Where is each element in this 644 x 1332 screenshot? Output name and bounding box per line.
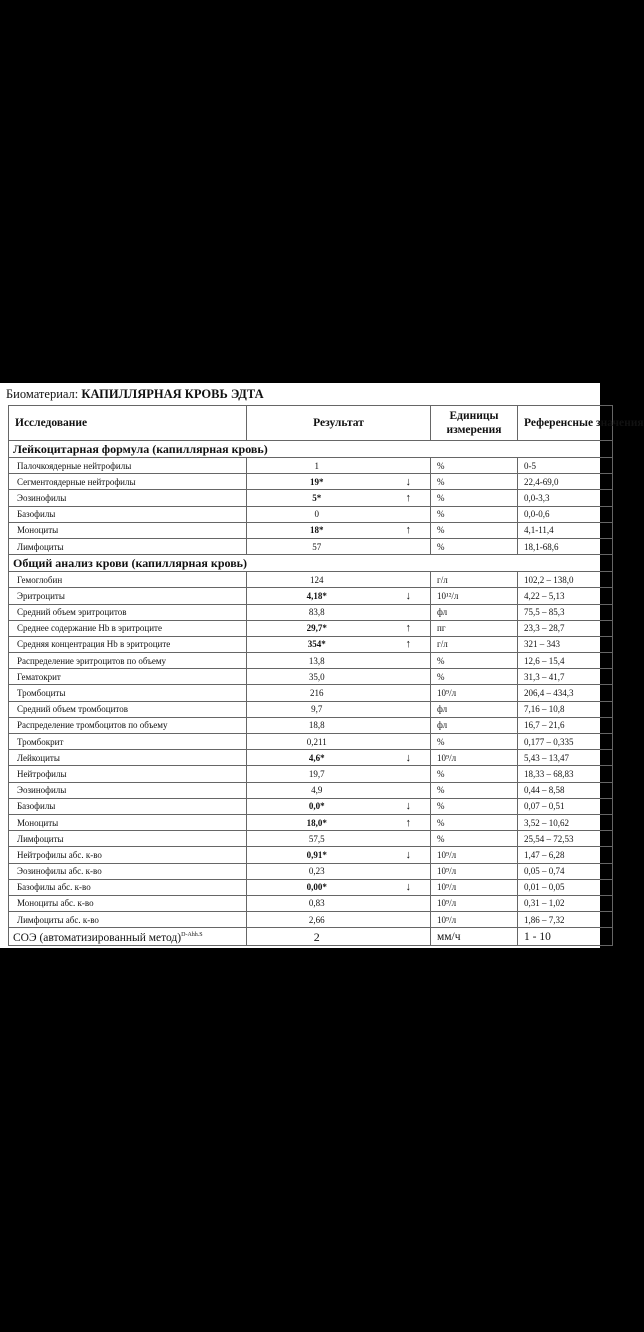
test-name-cell: Нейтрофилы абс. к-во xyxy=(9,847,247,863)
test-name-cell: Эозинофилы абс. к-во xyxy=(9,863,247,879)
test-name-cell: Тромбокрит xyxy=(9,734,247,750)
flag-arrow-icon xyxy=(387,701,431,717)
test-name-cell: Лейкоциты xyxy=(9,750,247,766)
flag-arrow-icon: ↓ xyxy=(387,750,431,766)
result-cell: 4,9 xyxy=(247,782,387,798)
table-row xyxy=(9,522,613,538)
unit-cell: 10⁹/л xyxy=(431,879,518,895)
reference-cell: 3,52 – 10,62 xyxy=(518,814,613,830)
esr-method-sup: D-Ahh.S xyxy=(181,932,203,939)
unit-cell: г/л xyxy=(431,572,518,588)
test-name-cell: Среднее содержание Hb в эритроците xyxy=(9,620,247,636)
table-row xyxy=(9,863,613,879)
reference-cell: 1,86 – 7,32 xyxy=(518,912,613,928)
table-row xyxy=(9,847,613,863)
test-name-cell: Базофилы xyxy=(9,798,247,814)
test-name-cell: Сегментоядерные нейтрофилы xyxy=(9,474,247,490)
test-name-cell: Лимфоциты абс. к-во xyxy=(9,912,247,928)
table-row xyxy=(9,474,613,490)
test-name-cell: Гематокрит xyxy=(9,669,247,685)
flag-arrow-icon: ↓ xyxy=(387,474,431,490)
unit-cell: 10¹²/л xyxy=(431,588,518,604)
flag-arrow-icon xyxy=(387,685,431,701)
table-row xyxy=(9,912,613,928)
esr-reference: 1 - 10 xyxy=(518,928,613,946)
reference-cell: 23,3 – 28,7 xyxy=(518,620,613,636)
test-name-cell: Нейтрофилы xyxy=(9,766,247,782)
test-name-cell: Моноциты xyxy=(9,814,247,830)
unit-cell: 10⁹/л xyxy=(431,895,518,911)
results-table xyxy=(8,405,644,946)
unit-cell: % xyxy=(431,814,518,830)
table-row xyxy=(9,669,613,685)
header-result: Результат xyxy=(247,406,431,441)
result-cell: 0,0* xyxy=(247,798,387,814)
flag-arrow-icon xyxy=(387,653,431,669)
test-name-cell: Лимфоциты xyxy=(9,538,247,554)
result-cell: 18,8 xyxy=(247,717,387,733)
reference-cell: 4,1-11,4 xyxy=(518,522,613,538)
table-row xyxy=(9,490,613,506)
header-units-line1: Единицы xyxy=(449,410,499,422)
table-row xyxy=(9,831,613,847)
flag-arrow-icon xyxy=(387,458,431,474)
unit-cell: % xyxy=(431,734,518,750)
unit-cell: фл xyxy=(431,701,518,717)
reference-cell: 22,4-69,0 xyxy=(518,474,613,490)
flag-arrow-icon: ↓ xyxy=(387,798,431,814)
unit-cell: 10⁹/л xyxy=(431,685,518,701)
result-cell: 9,7 xyxy=(247,701,387,717)
reference-cell: 5,43 – 13,47 xyxy=(518,750,613,766)
test-name-cell: Базофилы xyxy=(9,506,247,522)
flag-arrow-icon: ↓ xyxy=(387,847,431,863)
test-name-cell: Средний объем эритроцитов xyxy=(9,604,247,620)
reference-cell: 0-5 xyxy=(518,458,613,474)
header-units-line2: измерения xyxy=(446,424,502,436)
esr-flag xyxy=(387,928,431,946)
test-name-cell: Палочкоядерные нейтрофилы xyxy=(9,458,247,474)
test-name-cell: Средний объем тромбоцитов xyxy=(9,701,247,717)
result-cell: 13,8 xyxy=(247,653,387,669)
unit-cell: % xyxy=(431,506,518,522)
result-cell: 1 xyxy=(247,458,387,474)
esr-result: 2 xyxy=(247,928,387,946)
test-name-cell: Гемоглобин xyxy=(9,572,247,588)
unit-cell: % xyxy=(431,766,518,782)
reference-cell: 1,47 – 6,28 xyxy=(518,847,613,863)
table-row xyxy=(9,701,613,717)
result-cell: 0 xyxy=(247,506,387,522)
unit-cell: % xyxy=(431,538,518,554)
result-cell: 18* xyxy=(247,522,387,538)
table-row xyxy=(9,620,613,636)
reference-cell: 0,31 – 1,02 xyxy=(518,895,613,911)
flag-arrow-icon: ↑ xyxy=(387,814,431,830)
table-row xyxy=(9,814,613,830)
table-header-row xyxy=(9,406,613,441)
flag-arrow-icon xyxy=(387,669,431,685)
flag-arrow-icon: ↑ xyxy=(387,620,431,636)
reference-cell: 0,0-3,3 xyxy=(518,490,613,506)
test-name-cell: Тромбоциты xyxy=(9,685,247,701)
flag-arrow-icon xyxy=(387,506,431,522)
unit-cell: г/л xyxy=(431,636,518,652)
test-name-cell: Базофилы абс. к-во xyxy=(9,879,247,895)
reference-cell: 18,1-68,6 xyxy=(518,538,613,554)
result-cell: 0,00* xyxy=(247,879,387,895)
result-cell: 0,211 xyxy=(247,734,387,750)
flag-arrow-icon: ↑ xyxy=(387,522,431,538)
result-cell: 5* xyxy=(247,490,387,506)
section-header-row xyxy=(9,441,613,458)
test-name-cell: Лимфоциты xyxy=(9,831,247,847)
reference-cell: 321 – 343 xyxy=(518,636,613,652)
reference-cell: 75,5 – 85,3 xyxy=(518,604,613,620)
flag-arrow-icon: ↓ xyxy=(387,588,431,604)
test-name-cell: Моноциты xyxy=(9,522,247,538)
unit-cell: 10⁹/л xyxy=(431,750,518,766)
unit-cell: % xyxy=(431,653,518,669)
table-row xyxy=(9,604,613,620)
unit-cell: 10⁹/л xyxy=(431,912,518,928)
flag-arrow-icon xyxy=(387,831,431,847)
result-cell: 4,6* xyxy=(247,750,387,766)
result-cell: 19,7 xyxy=(247,766,387,782)
flag-arrow-icon xyxy=(387,572,431,588)
reference-cell: 12,6 – 15,4 xyxy=(518,653,613,669)
flag-arrow-icon xyxy=(387,895,431,911)
flag-arrow-icon xyxy=(387,912,431,928)
reference-cell: 0,44 – 8,58 xyxy=(518,782,613,798)
unit-cell: % xyxy=(431,490,518,506)
table-row xyxy=(9,895,613,911)
result-cell: 18,0* xyxy=(247,814,387,830)
table-row xyxy=(9,653,613,669)
header-units xyxy=(431,406,518,441)
table-row xyxy=(9,782,613,798)
table-row xyxy=(9,458,613,474)
result-cell: 19* xyxy=(247,474,387,490)
section-title: Лейкоцитарная формула (капиллярная кровь) xyxy=(9,441,613,458)
flag-arrow-icon: ↑ xyxy=(387,490,431,506)
result-cell: 0,83 xyxy=(247,895,387,911)
result-cell: 354* xyxy=(247,636,387,652)
reference-cell: 4,22 – 5,13 xyxy=(518,588,613,604)
unit-cell: пг xyxy=(431,620,518,636)
test-name-cell: Эритроциты xyxy=(9,588,247,604)
test-name-cell: Эозинофилы xyxy=(9,490,247,506)
reference-cell: 16,7 – 21,6 xyxy=(518,717,613,733)
table-row xyxy=(9,717,613,733)
result-cell: 57,5 xyxy=(247,831,387,847)
reference-cell: 0,07 – 0,51 xyxy=(518,798,613,814)
flag-arrow-icon xyxy=(387,782,431,798)
table-row xyxy=(9,506,613,522)
reference-cell: 18,33 – 68,83 xyxy=(518,766,613,782)
result-cell: 35,0 xyxy=(247,669,387,685)
table-row xyxy=(9,766,613,782)
table-row xyxy=(9,685,613,701)
results-body xyxy=(9,441,613,946)
reference-cell: 0,01 – 0,05 xyxy=(518,879,613,895)
biomaterial-label: Биоматериал: xyxy=(6,387,79,401)
result-cell: 216 xyxy=(247,685,387,701)
table-row xyxy=(9,572,613,588)
esr-name: СОЭ (автоматизированный метод) xyxy=(13,932,182,945)
test-name-cell: Распределение тромбоцитов по объему xyxy=(9,717,247,733)
reference-cell: 102,2 – 138,0 xyxy=(518,572,613,588)
unit-cell: фл xyxy=(431,717,518,733)
reference-cell: 7,16 – 10,8 xyxy=(518,701,613,717)
result-cell: 29,7* xyxy=(247,620,387,636)
lab-report-page xyxy=(0,383,644,948)
esr-name-cell xyxy=(9,928,247,946)
header-reference: Референсные значения xyxy=(518,406,613,441)
reference-cell: 0,0-0,6 xyxy=(518,506,613,522)
biomaterial-line xyxy=(6,387,264,402)
unit-cell: фл xyxy=(431,604,518,620)
unit-cell: 10⁹/л xyxy=(431,847,518,863)
esr-unit: мм/ч xyxy=(431,928,518,946)
table-row xyxy=(9,879,613,895)
table-row xyxy=(9,798,613,814)
table-row xyxy=(9,636,613,652)
flag-arrow-icon xyxy=(387,538,431,554)
unit-cell: % xyxy=(431,458,518,474)
table-row xyxy=(9,734,613,750)
table-row xyxy=(9,588,613,604)
flag-arrow-icon: ↑ xyxy=(387,636,431,652)
flag-arrow-icon xyxy=(387,863,431,879)
unit-cell: % xyxy=(431,831,518,847)
esr-row xyxy=(9,928,613,946)
test-name-cell: Средняя концентрация Hb в эритроците xyxy=(9,636,247,652)
flag-arrow-icon xyxy=(387,604,431,620)
header-test: Исследование xyxy=(9,406,247,441)
unit-cell: % xyxy=(431,474,518,490)
result-cell: 57 xyxy=(247,538,387,554)
test-name-cell: Распределение эритроцитов по объему xyxy=(9,653,247,669)
result-cell: 83,8 xyxy=(247,604,387,620)
table-row xyxy=(9,750,613,766)
flag-arrow-icon xyxy=(387,717,431,733)
flag-arrow-icon xyxy=(387,734,431,750)
unit-cell: % xyxy=(431,798,518,814)
unit-cell: 10⁹/л xyxy=(431,863,518,879)
unit-cell: % xyxy=(431,522,518,538)
reference-cell: 31,3 – 41,7 xyxy=(518,669,613,685)
unit-cell: % xyxy=(431,782,518,798)
flag-arrow-icon xyxy=(387,766,431,782)
section-header-row xyxy=(9,555,613,572)
table-row xyxy=(9,538,613,554)
result-cell: 4,18* xyxy=(247,588,387,604)
result-cell: 0,23 xyxy=(247,863,387,879)
reference-cell: 206,4 – 434,3 xyxy=(518,685,613,701)
unit-cell: % xyxy=(431,669,518,685)
reference-cell: 0,05 – 0,74 xyxy=(518,863,613,879)
result-cell: 2,66 xyxy=(247,912,387,928)
reference-cell: 25,54 – 72,53 xyxy=(518,831,613,847)
test-name-cell: Эозинофилы xyxy=(9,782,247,798)
biomaterial-value: КАПИЛЛЯРНАЯ КРОВЬ ЭДТА xyxy=(81,387,264,401)
flag-arrow-icon: ↓ xyxy=(387,879,431,895)
test-name-cell: Моноциты абс. к-во xyxy=(9,895,247,911)
section-title: Общий анализ крови (капиллярная кровь) xyxy=(9,555,613,572)
result-cell: 124 xyxy=(247,572,387,588)
result-cell: 0,91* xyxy=(247,847,387,863)
reference-cell: 0,177 – 0,335 xyxy=(518,734,613,750)
